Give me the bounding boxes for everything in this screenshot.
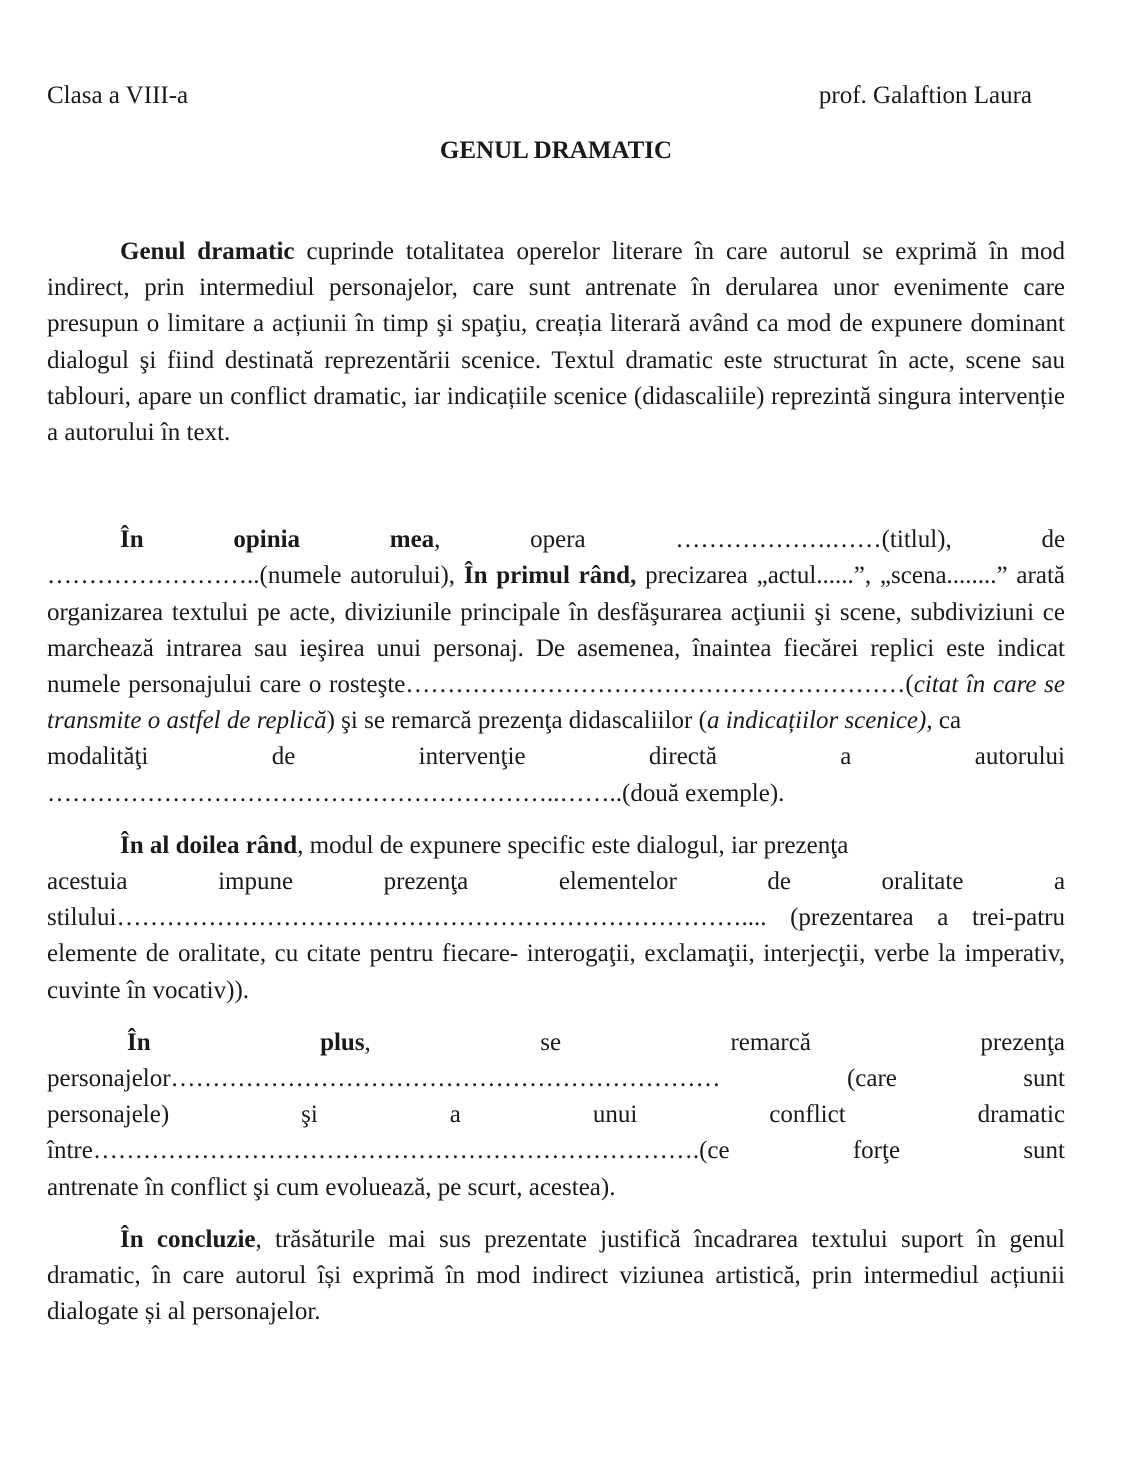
word: se (540, 1028, 562, 1056)
bold-word: În (120, 526, 144, 554)
characters-line-3 (47, 1097, 1065, 1133)
word: a (449, 1101, 461, 1129)
word: directă (648, 743, 717, 771)
italic-note: citat în care se transmite o astfel de replică (47, 671, 1065, 735)
bold-term: Genul dramatic (120, 238, 295, 265)
italic-note: a indicațiilor scenice) (706, 707, 927, 735)
blank-title: ……………….……(titlul), (675, 526, 952, 554)
bold-word: mea (389, 526, 435, 554)
word: dramatic (977, 1101, 1066, 1129)
comma: , (434, 526, 441, 554)
word: impune (218, 868, 294, 896)
word: a (840, 743, 852, 771)
word: personajele) (47, 1101, 170, 1129)
blank-author: ……………………..(numele autorului), (47, 562, 464, 590)
word: de (1041, 526, 1066, 554)
comma: , (364, 1028, 371, 1056)
page-title: GENUL DRAMATIC (439, 137, 673, 164)
word: intervenţie (418, 743, 526, 771)
word: unui (592, 1101, 638, 1129)
word: conflict (769, 1101, 846, 1129)
paragraph-text: ) şi se remarcă prezenţa didascaliilor ( (326, 707, 707, 735)
paragraph-text: precizarea „actul......”, „scena........” arată organizarea textului pe acte, diviziunile principale în desfăşurarea acţiunii şi scene, subdiviziuni ce marchează intrarea sau ieşirea unui personaj. De asemenea, înaintea fiecărei replici este indicat numele personajului care o rosteşte……………………………………………………( (47, 562, 1065, 699)
opinion-body (47, 558, 1065, 739)
bold-transition: În concluzie (120, 1225, 256, 1253)
word: acestuia (47, 868, 128, 896)
document-page (47, 78, 1065, 1330)
paragraph-text: , modul de expunere specific este dialogul, iar prezenţa (297, 831, 849, 859)
header (47, 78, 1065, 114)
dialog-line-1 (47, 828, 1065, 864)
paragraph-conclusion (47, 1222, 1065, 1331)
word: oralitate (881, 868, 964, 896)
paragraph-text: , ca (926, 707, 962, 735)
word: opera (530, 526, 586, 554)
characters-line-5: antrenate în conflict şi cum evoluează, pe scurt, acestea). (47, 1173, 616, 1201)
word: de (767, 868, 791, 896)
class-label: Clasa a VIII-a (47, 82, 189, 109)
opinion-line-modalitati (47, 739, 1065, 775)
paragraph-characters (47, 1025, 1065, 1206)
word: prezenţa (383, 868, 469, 896)
bold-word: plus (320, 1028, 365, 1056)
paragraph-opinion (47, 522, 1065, 812)
paragraph-dialog (47, 828, 1065, 1009)
teacher-name: prof. Galaftion Laura (818, 82, 1032, 109)
bold-word: În (127, 1028, 151, 1056)
word: prezenţa (980, 1028, 1066, 1056)
word: remarcă (730, 1028, 811, 1056)
paragraph-text: cuprinde totalitatea operelor literare în care autorul se exprimă în mod indirect, prin intermediul personajelor, care sunt antrenate în derularea unor evenimente care presupun o limitare a acțiunii în timp şi spaţiu, creația literară având ca mod de expunere dominant dialogul şi fiind destinată reprezentării scenice. Textul dramatic este structurat în acte, scene sau tablouri, apare un conflict dramatic, iar indicațiile scenice (didascaliile) reprezintă singura intervenție a autorului în text. (47, 238, 1065, 447)
word: modalităţi (47, 743, 149, 771)
dialog-line-2 (47, 864, 1065, 900)
word: de (271, 743, 296, 771)
word: şi (301, 1101, 318, 1129)
dialog-body: stilului………………………………………………………………….... (prezentarea a trei-patru elemente de oralitate, cu citate pentru fiecare- interogaţii, exclamaţii, interjecţii, verbe la imperativ, cuvinte în vocativ)). (47, 904, 1065, 1004)
opinion-line-1 (47, 522, 1065, 558)
characters-line-2: personajelor………………………………………………………… (care sunt (47, 1065, 1065, 1093)
characters-line-1 (47, 1025, 1065, 1061)
paragraph-text: , trăsăturile mai sus prezentate justifică încadrarea textului suport în genul dramatic, în care autorul își exprimă în mod indirect viziunea artistică, prin intermediul acțiunii dialogate și al personajelor. (47, 1225, 1066, 1326)
bold-transition: În al doilea rând (120, 831, 298, 859)
bold-transition: În primul rând, (463, 562, 637, 590)
word: elementelor (558, 868, 677, 896)
opinion-examples: ……………………………………………………..……..(două exemple). (47, 779, 785, 807)
characters-line-4: între……………………………………………………………….(ce forţe sunt (47, 1137, 1065, 1165)
paragraph-definition (47, 234, 1065, 451)
word: a (1053, 868, 1066, 896)
word: autorului (974, 743, 1065, 771)
bold-word: opinia (233, 526, 301, 554)
